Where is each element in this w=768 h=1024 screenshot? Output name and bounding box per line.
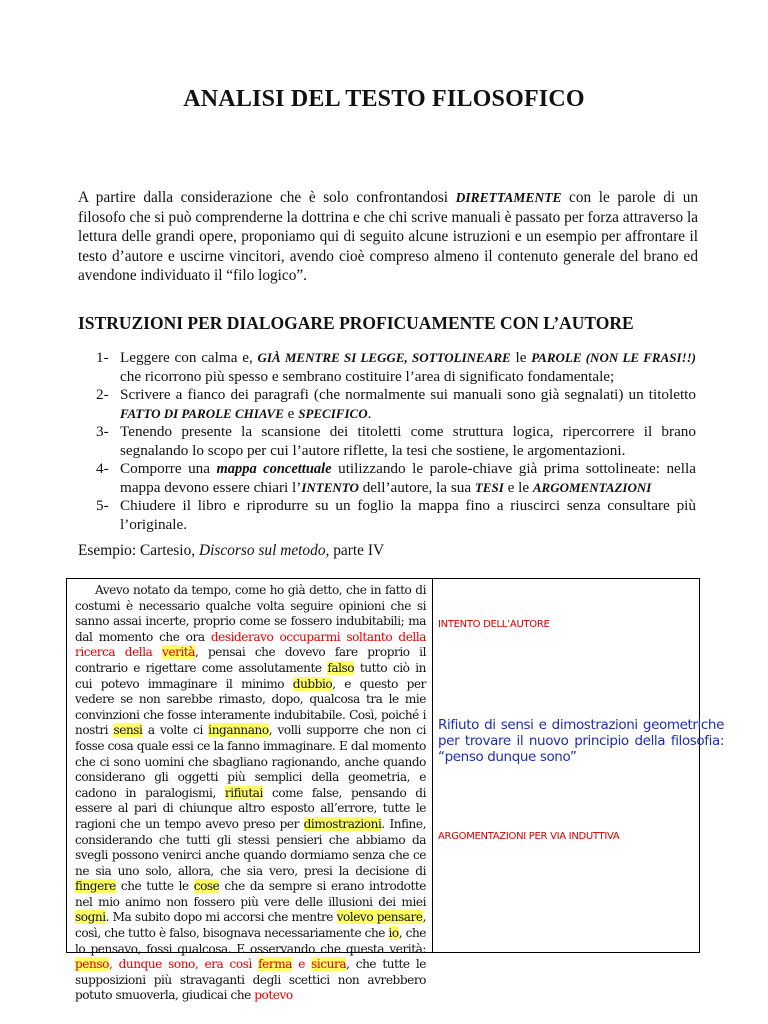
- step-number: 3-: [96, 423, 109, 440]
- step-number: 5-: [96, 497, 109, 514]
- passage-column: [67, 579, 433, 1003]
- step-5: [96, 497, 696, 534]
- step-number: 1-: [96, 349, 109, 366]
- intro-emphasis: DIRETTAMENTE: [455, 190, 562, 205]
- page-title: ANALISI DEL TESTO FILOSOFICO: [183, 86, 585, 112]
- intent-answer: Rifiuto di sensi e dimostrazioni geometriche per trovare il nuovo principio della filosofia: “penso dunque sono”: [438, 717, 724, 765]
- argumentation-label: ARGOMENTAZIONI PER VIA INDUTTIVA: [438, 831, 620, 842]
- step-3: [96, 423, 696, 460]
- step-number: 2-: [96, 386, 109, 403]
- intro-paragraph: [78, 188, 698, 286]
- step-4: [96, 460, 696, 497]
- example-caption: Esempio: Cartesio, Discorso sul metodo, parte IV: [78, 542, 385, 559]
- descartes-passage: Avevo notato da tempo, come ho già detto, che in fatto di costumi è necessario qualche volta seguire opinioni che si sanno assai incerte, proprio come se fossero indubitabili; ma dal momento che ora desideravo occuparmi soltanto della ricerca della verità, pensai che dovevo fare proprio il contrario e rigettare come assolutamente falso tutto ciò in cui potevo immaginare il minimo dubbio, e questo per vedere se non sarebbe rimasto, dopo, qualcosa tra le mie convinzioni che fosse interamente indubitabile. Così, poiché i nostri sensi a volte ci ingannano, volli supporre che non ci fosse cosa quale essi ce la fanno immaginare. E dal momento che ci sono uomini che sbagliano ragionando, anche quando considerano gli oggetti più semplici della geometria, e cadono in paralogismi, rifiutai come false, pensando di essere al pari di chiunque altro esposto all’errore, tutte le ragioni che un tempo avevo preso per dimostrazioni. Infine, considerando che tutti gli stessi pensieri che abbiamo da svegli possono venirci anche quando dormiamo senza che ce ne sia uno solo, allora, che sia vero, presi la decisione di fingere che tutte le cose che da sempre si erano introdotte nel mio animo non fossero più vere delle illusioni dei miei sogni. Ma subito dopo mi accorsi che mentre volevo pensare, così, che tutto è falso, bisognava necessariamente che io, che lo pensavo, fossi qualcosa. E osservando che questa verità: penso, dunque sono, era così ferma e sicura, che tutte le supposizioni più stravaganti degli scettici non avrebbero potuto smuoverla, giudicai che potevo: [75, 583, 427, 1003]
- step-text: Scrivere a fianco dei paragrafi (che normalmente sui manuali sono già segnalati) un titoletto FATTO DI PAROLE CHIAVE e SPECIFICO.: [120, 386, 696, 422]
- intro-text-after: con le parole di un filosofo che si può comprenderne la dottrina e che chi scrive manuali è passato per forza attraverso la lettura delle grandi opere, proponiamo qui di seguito alcune istruzioni e un esempio per affrontare il testo d’autore e uscirne vincitori, avendo cioè compreso almeno il contenuto generale del brano ed avendone individuato il “filo logico”.: [78, 189, 698, 285]
- analysis-table: [66, 578, 724, 1003]
- step-text: Tenendo presente la scansione dei titoletti come struttura logica, ripercorrere il brano segnalando lo scopo per cui l’autore riflette, la tesi che sostiene, le argomentazioni.: [120, 423, 696, 459]
- analysis-column: [433, 579, 724, 952]
- step-1: [96, 349, 696, 386]
- intro-text-before: A partire dalla considerazione che è solo confrontandosi: [78, 189, 456, 206]
- step-2: [96, 386, 696, 423]
- step-text: Chiudere il libro e riprodurre su un foglio la mappa fino a riuscirci senza consultare più l’originale.: [120, 497, 696, 533]
- step-number: 4-: [96, 460, 109, 477]
- instructions-heading: ISTRUZIONI PER DIALOGARE PROFICUAMENTE CON L’AUTORE: [78, 313, 634, 333]
- instructions-list: [96, 349, 696, 534]
- intent-label: INTENTO DELL’AUTORE: [438, 619, 550, 630]
- step-text: Comporre una mappa concettuale utilizzando le parole-chiave già prima sottolineate: nella mappa devono essere chiari l’INTENTO dell’autore, la sua TESI e le ARGOMENTAZIONI: [120, 460, 696, 496]
- step-text: Leggere con calma e, GIÀ MENTRE SI LEGGE, SOTTOLINEARE le PAROLE (NON LE FRASI!!) che ricorrono più spesso e sembrano costituire l’area di significato fondamentale;: [120, 349, 697, 385]
